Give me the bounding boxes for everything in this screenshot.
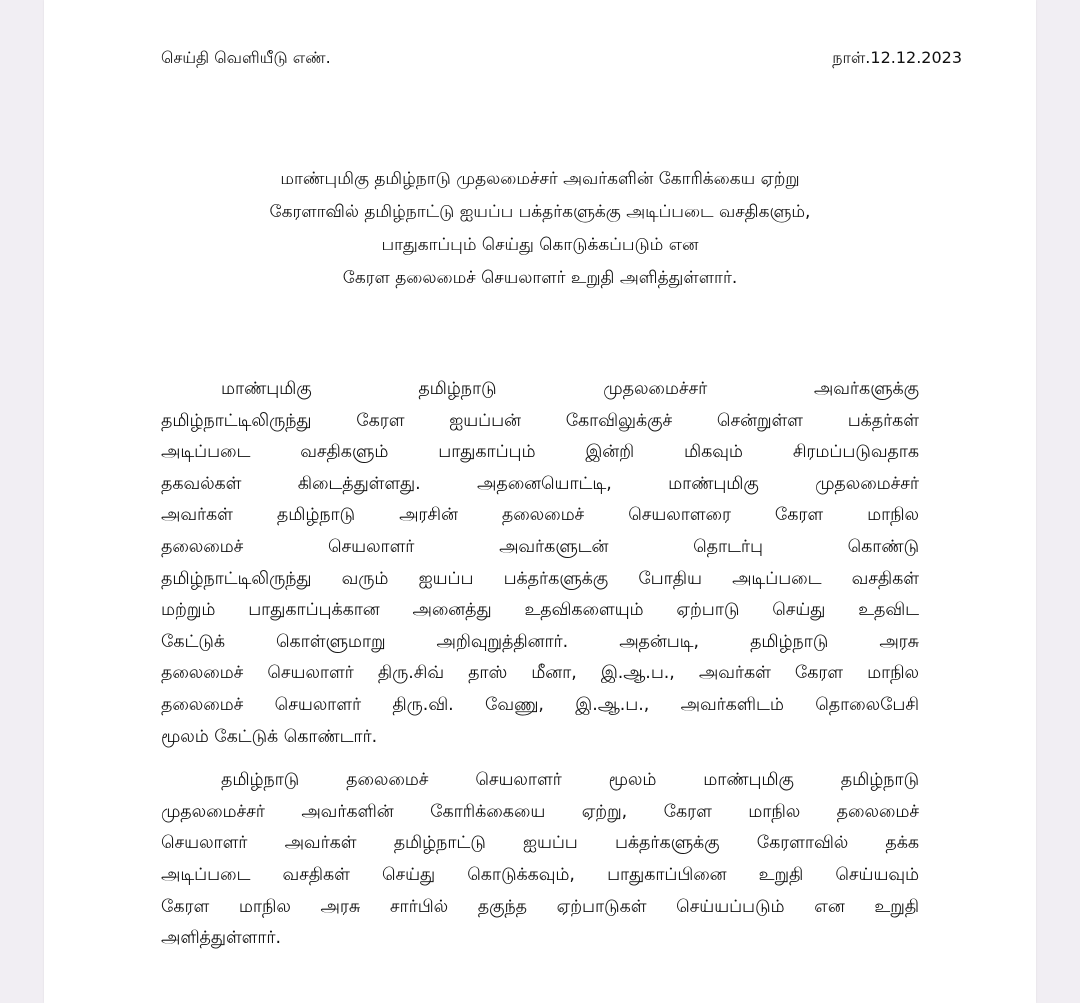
body-line: தகவல்கள் கிடைத்துள்ளது. அதனையொட்டி, மாண்புமிகு முதலமைச்சர் (161, 473, 919, 494)
document-page (44, 0, 1036, 1003)
title-line: மாண்புமிகு தமிழ்நாடு முதலமைச்சர் அவர்களின் கோரிக்கைய ஏற்று (280, 169, 800, 189)
body-line: தலைமைச் செயலாளர் திரு.வி. வேணு, இ.ஆ.ப., அவர்களிடம் தொலைபேசி (161, 694, 919, 715)
body-line: தமிழ்நாட்டிலிருந்து வரும் ஐயப்ப பக்தர்களுக்கு போதிய அடிப்படை வசதிகள் (161, 568, 919, 589)
body-line: மூலம் கேட்டுக் கொண்டார். (161, 726, 378, 747)
body-line: மாண்புமிகு தமிழ்நாடு முதலமைச்சர் அவர்களுக்கு (221, 379, 919, 399)
body-line: தலைமைச் செயலாளர் அவர்களுடன் தொடர்பு கொண்டு (161, 536, 919, 557)
body-line: அடிப்படை வசதிகள் செய்து கொடுக்கவும், பாதுகாப்பினை உறுதி செய்யவும் (161, 864, 919, 885)
title-line: கேரளாவில் தமிழ்நாட்டு ஐயப்ப பக்தர்களுக்கு அடிப்படை வசதிகளும், (269, 202, 811, 222)
press-release-number-label: செய்தி வெளியீடு எண். (161, 48, 331, 67)
body-line: முதலமைச்சர் அவர்களின் கோரிக்கையை ஏற்று, கேரள மாநில தலைமைச் (161, 801, 919, 822)
release-date: நாள்.12.12.2023 (832, 48, 962, 67)
body-paragraph-1 (161, 374, 919, 753)
body-line: அவர்கள் தமிழ்நாடு அரசின் தலைமைச் செயலாளரை கேரள மாநில (161, 505, 919, 526)
body-line: கேட்டுக் கொள்ளுமாறு அறிவுறுத்தினார். அதன்படி, தமிழ்நாடு அரசு (161, 631, 919, 652)
body-line: செயலாளர் அவர்கள் தமிழ்நாட்டு ஐயப்ப பக்தர்களுக்கு கேரளாவில் தக்க (161, 833, 919, 854)
body-paragraph-2 (161, 765, 919, 955)
body-line: தலைமைச் செயலாளர் திரு.சிவ் தாஸ் மீனா, இ.ஆ.ப., அவர்கள் கேரள மாநில (161, 663, 919, 684)
title-line: கேரள தலைமைச் செயலாளர் உறுதி அளித்துள்ளார். (342, 268, 738, 288)
body-line: அடிப்படை வசதிகளும் பாதுகாப்பும் இன்றி மிகவும் சிரமப்படுவதாக (161, 442, 919, 463)
document-title (124, 163, 956, 295)
body-line: தமிழ்நாடு தலைமைச் செயலாளர் மூலம் மாண்புமிகு தமிழ்நாடு (221, 770, 919, 791)
body-line: கேரள மாநில அரசு சார்பில் தகுந்த ஏற்பாடுகள் செய்யப்படும் என உறுதி (161, 896, 919, 917)
title-line: பாதுகாப்பும் செய்து கொடுக்கப்படும் என (381, 235, 699, 255)
body-line: அளித்துள்ளார். (161, 928, 282, 949)
document-body (161, 374, 919, 955)
body-line: தமிழ்நாட்டிலிருந்து கேரள ஐயப்பன் கோவிலுக்குச் சென்றுள்ள பக்தர்கள் (161, 410, 919, 431)
body-line: மற்றும் பாதுகாப்புக்கான அனைத்து உதவிகளையும் ஏற்பாடு செய்து உதவிட (161, 600, 919, 621)
